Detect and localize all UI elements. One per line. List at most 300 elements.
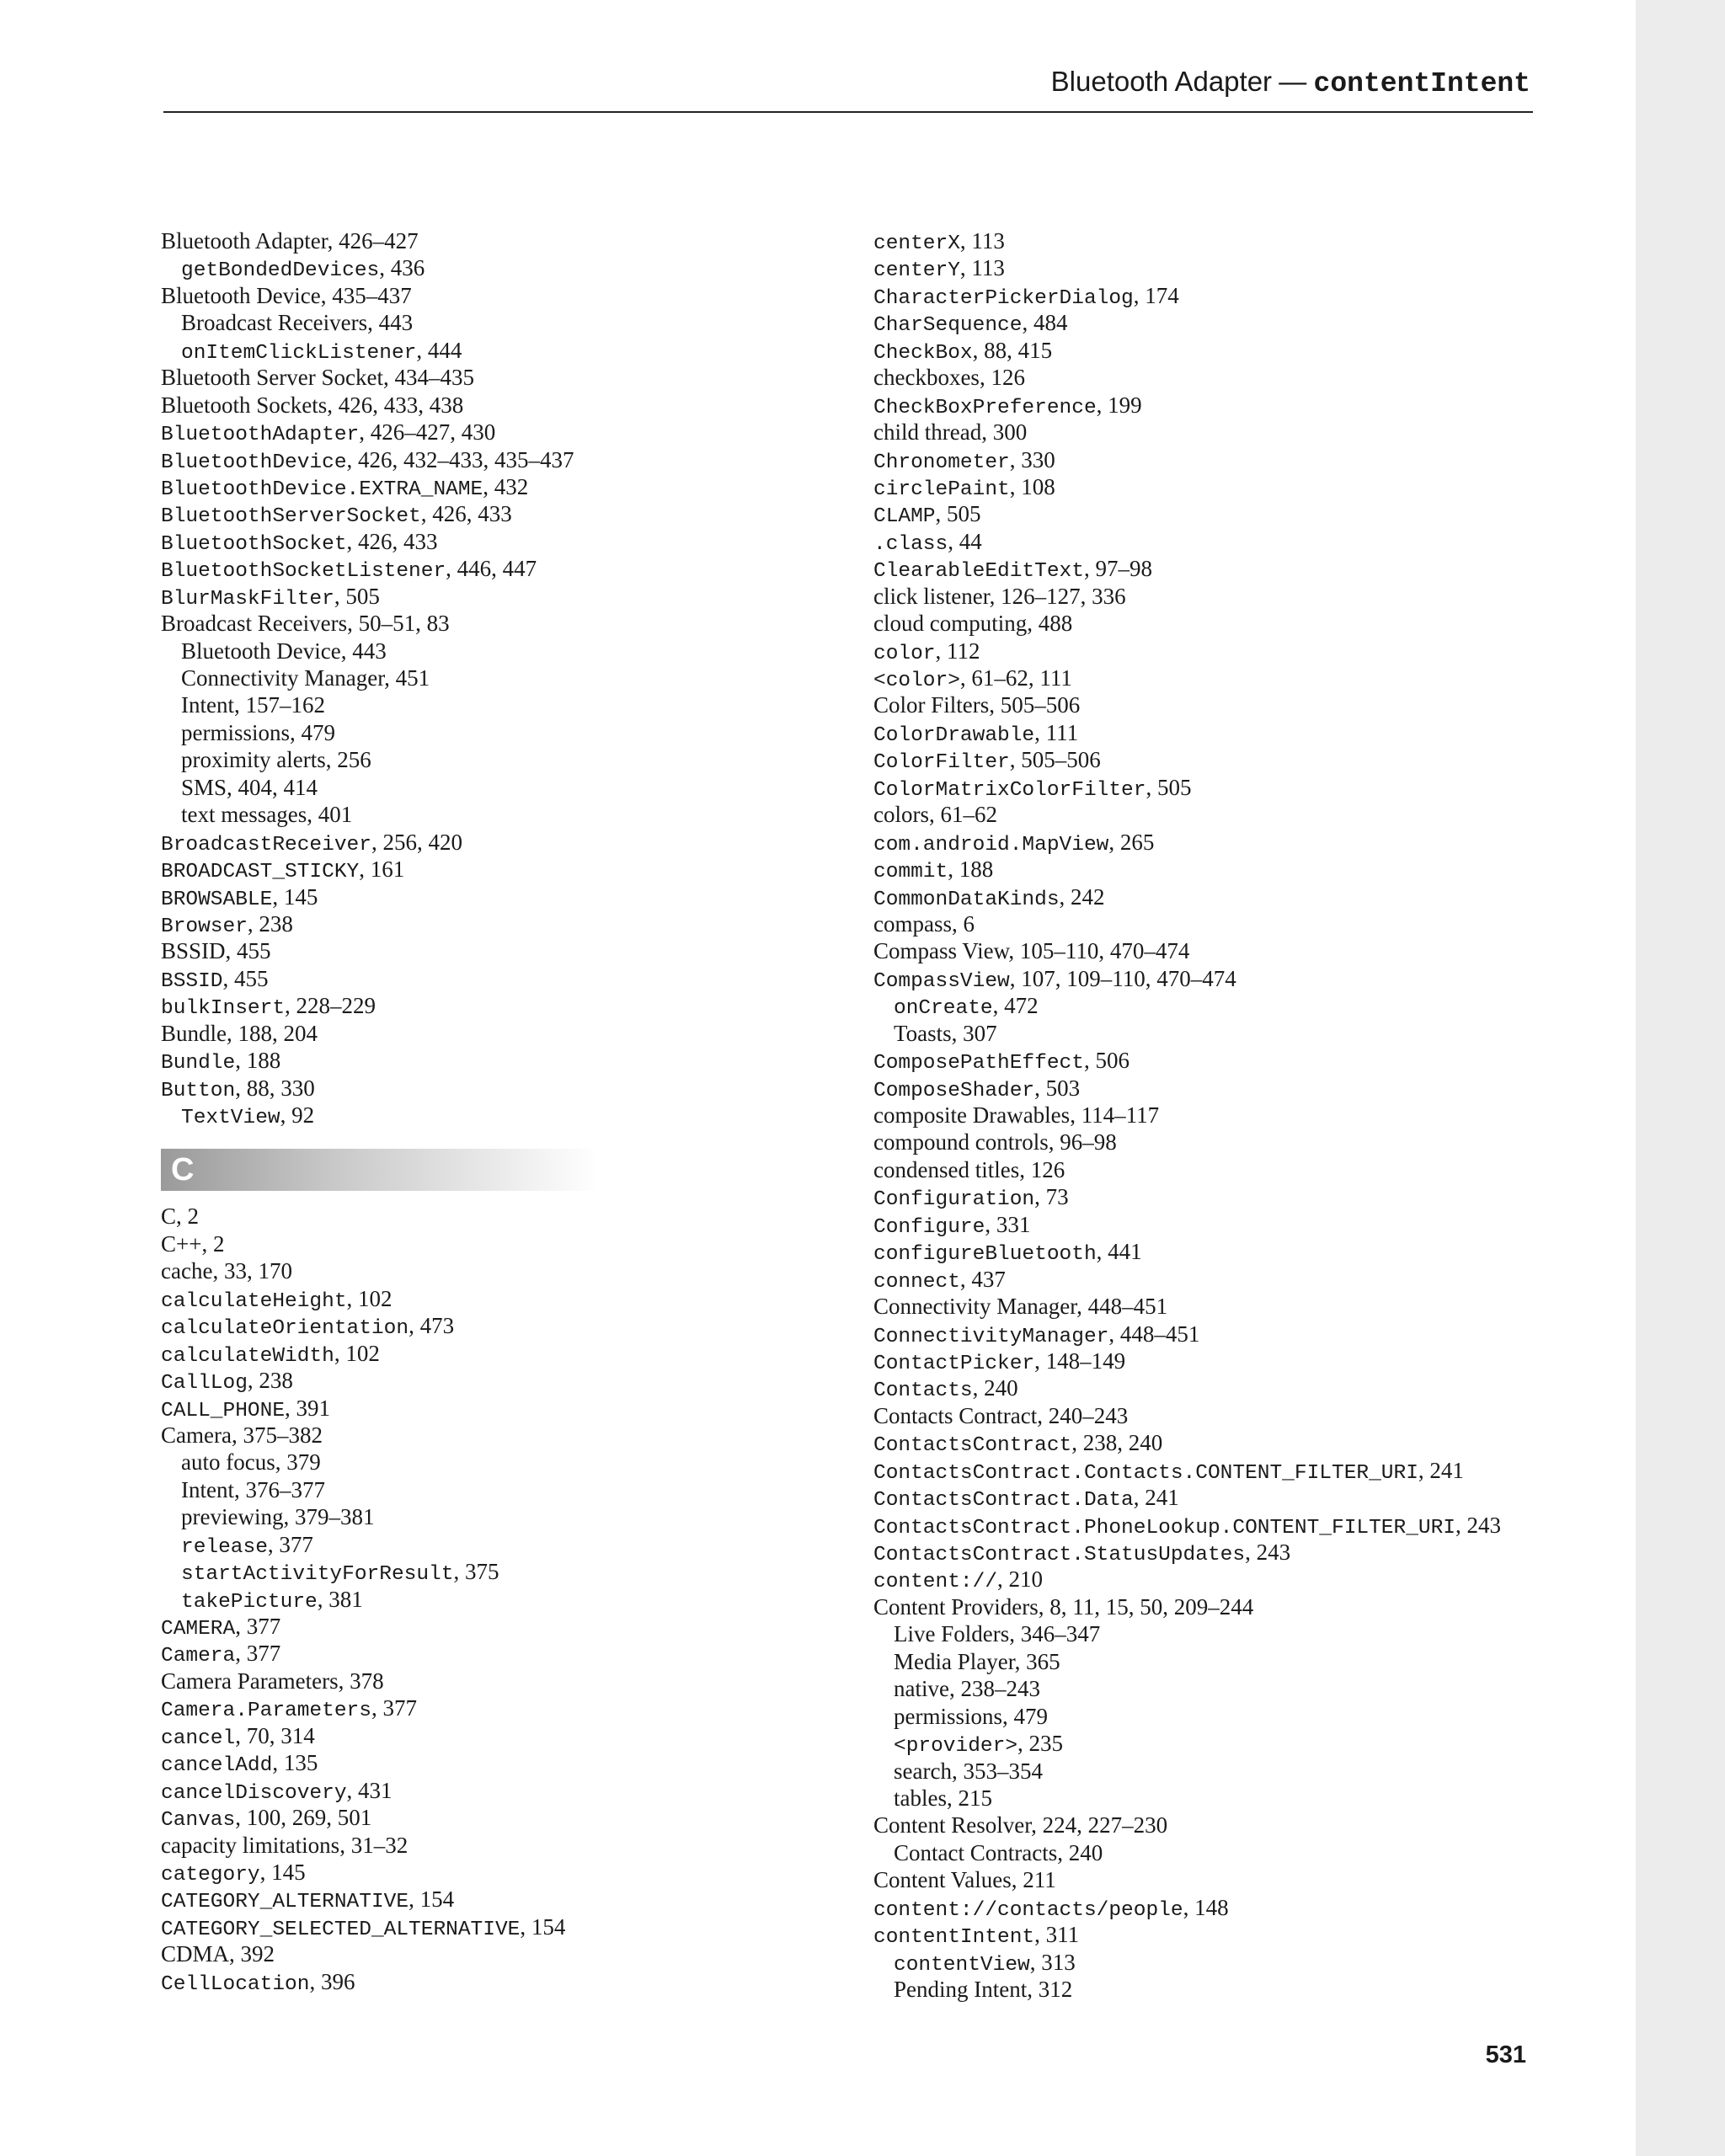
index-pages: , 426–427, 430 [359, 419, 496, 446]
index-term: C++ [161, 1230, 202, 1257]
index-term: capacity limitations [161, 1832, 340, 1858]
index-pages: , 148–149 [1034, 1348, 1126, 1374]
index-term: child thread [873, 419, 982, 446]
index-pages: , 92 [280, 1102, 315, 1128]
index-term: Camera [161, 1422, 232, 1448]
index-pages: , 88, 330 [235, 1075, 315, 1101]
index-term: CheckBoxPreference [873, 396, 1097, 419]
index-pages: , 441 [1096, 1239, 1142, 1265]
index-pages: , 431 [346, 1777, 393, 1803]
index-pages: , 346–347 [1009, 1621, 1101, 1647]
index-entry [161, 1804, 750, 1831]
index-pages: , 50–51, 83 [347, 611, 450, 637]
index-pages: , 432 [483, 473, 529, 499]
index-pages: , 2 [176, 1203, 200, 1230]
index-term: proximity alerts [181, 747, 326, 773]
index-term: ContactsContract [873, 1434, 1072, 1458]
index-pages: , 436 [379, 255, 425, 281]
index-pages: , 446, 447 [446, 556, 537, 582]
index-entry [161, 1340, 750, 1367]
index-term: Button [161, 1079, 236, 1102]
index-entry [873, 555, 1615, 582]
index-pages: , 307 [951, 1020, 997, 1046]
index-term: CharacterPickerDialog [873, 286, 1134, 310]
index-term: cancelDiscovery [161, 1781, 347, 1805]
index-pages: , 145 [259, 1859, 306, 1885]
index-term: Contacts [873, 1380, 973, 1403]
index-pages: , 126 [1019, 1156, 1065, 1182]
index-term: CDMA [161, 1941, 230, 1967]
index-entry [873, 1457, 1615, 1484]
index-term: Configure [873, 1215, 985, 1239]
index-term: previewing [181, 1504, 284, 1530]
index-pages: , 488 [1027, 611, 1073, 637]
index-subentry [161, 1102, 750, 1129]
index-entry [161, 473, 750, 500]
index-pages: , 188 [948, 857, 994, 883]
index-entry [161, 1968, 750, 1995]
index-term: tables [894, 1785, 947, 1811]
index-term: contentIntent [873, 1926, 1035, 1950]
index-term: onItemClickListener [181, 341, 417, 365]
index-pages: , 238 [247, 910, 293, 937]
index-entry [161, 1613, 750, 1640]
index-pages: , 426, 432–433, 435–437 [346, 446, 574, 472]
index-term: commit [873, 861, 948, 884]
index-term: Content Providers [873, 1593, 1039, 1620]
index-entry [161, 282, 750, 309]
index-subentry [873, 1785, 1615, 1812]
index-pages: , 44 [948, 528, 982, 554]
index-term: ColorDrawable [873, 723, 1035, 747]
index-entry [873, 309, 1615, 336]
index-pages: , 113 [959, 228, 1005, 253]
index-pages: , 215 [946, 1785, 992, 1811]
index-pages: , 96–98 [1048, 1129, 1117, 1155]
index-entry [161, 528, 750, 555]
index-subentry [161, 1558, 750, 1585]
index-term: Content Resolver [873, 1812, 1032, 1838]
index-term: BluetoothDevice [161, 451, 347, 474]
index-entry [873, 1866, 1615, 1893]
index-pages: , 311 [1034, 1922, 1080, 1948]
index-term: ComposePathEffect [873, 1052, 1084, 1075]
index-entry [873, 1539, 1615, 1566]
index-pages: , 240 [972, 1375, 1018, 1401]
index-term: CALL_PHONE [161, 1399, 286, 1422]
index-term: content:// [873, 1571, 998, 1594]
index-entry [873, 664, 1615, 691]
index-entry [873, 337, 1615, 364]
index-term: Connectivity Manager [873, 1294, 1077, 1320]
index-pages: , 479 [290, 719, 336, 745]
index-term: condensed titles [873, 1156, 1020, 1182]
index-pages: , 210 [997, 1566, 1044, 1593]
index-term: cloud computing [873, 611, 1028, 637]
index-entry [161, 555, 750, 582]
index-pages: , 313 [1029, 1949, 1076, 1975]
index-pages: , 434–435 [382, 365, 474, 391]
index-pages: , 111 [1034, 719, 1079, 745]
index-entry [873, 419, 1615, 446]
index-term: ColorFilter [873, 751, 1010, 775]
index-pages: , 505–506 [989, 692, 1081, 718]
index-term: calculateWidth [161, 1344, 334, 1368]
index-subentry [161, 638, 750, 664]
index-term: Broadcast Receivers [161, 611, 348, 637]
index-pages: , 105–110, 470–474 [1008, 938, 1190, 964]
index-entry [873, 1293, 1615, 1320]
index-subentry [873, 1620, 1615, 1647]
index-pages: , 224, 227–230 [1031, 1812, 1168, 1838]
index-pages: , 61–62, 111 [959, 665, 1072, 691]
index-entry [161, 883, 750, 910]
index-pages: , 108 [1009, 473, 1055, 499]
index-term: Live Folders [894, 1621, 1010, 1647]
index-entry [873, 856, 1615, 883]
index-term: CallLog [161, 1372, 248, 1396]
index-pages: , 448–451 [1076, 1294, 1168, 1320]
index-term: BluetoothSocket [161, 532, 347, 556]
index-pages: , 479 [1002, 1703, 1049, 1729]
index-term: ClearableEditText [873, 560, 1084, 584]
index-subentry [873, 1675, 1615, 1702]
index-term: SMS [181, 774, 227, 800]
index-entry [161, 992, 750, 1019]
index-pages: , 396 [309, 1968, 355, 1994]
index-term: Broadcast Receivers [181, 310, 368, 336]
index-pages: , 211 [1011, 1867, 1056, 1893]
index-entry [873, 364, 1615, 391]
index-term: CATEGORY_ALTERNATIVE [161, 1891, 409, 1914]
index-pages: , 88, 415 [972, 337, 1053, 363]
index-pages: , 391 [285, 1395, 331, 1421]
index-entry [161, 1668, 750, 1694]
index-entry [161, 1020, 750, 1047]
index-term: BSSID [161, 969, 223, 993]
index-pages: , 2 [201, 1230, 225, 1257]
index-term: takePicture [181, 1590, 318, 1614]
index-entry [161, 500, 750, 527]
index-pages: , 145 [272, 883, 318, 910]
index-entry [873, 746, 1615, 773]
index-pages: , 161 [359, 857, 405, 883]
header-rule [163, 111, 1533, 113]
index-list-c [161, 1203, 750, 1995]
index-entry [873, 1211, 1615, 1238]
index-entry [161, 829, 750, 856]
index-term: circlePaint [873, 478, 1010, 501]
index-entry [161, 1257, 750, 1284]
index-subentry [161, 309, 750, 336]
index-entry [161, 1367, 750, 1394]
index-pages: , 199 [1096, 392, 1142, 418]
index-term: Pending Intent [894, 1977, 1028, 2002]
index-term: permissions [181, 719, 291, 745]
index-pages: , 300 [981, 419, 1028, 446]
index-pages: , 505–506 [1009, 747, 1101, 773]
page-margin-strip [1636, 0, 1725, 2156]
index-term: Browser [161, 915, 248, 938]
index-term: ContactPicker [873, 1352, 1035, 1375]
index-entry [161, 910, 750, 937]
index-pages: , 100, 269, 501 [235, 1805, 372, 1831]
index-term: CAMERA [161, 1618, 236, 1641]
index-term: CheckBox [873, 341, 973, 365]
index-entry [161, 1203, 750, 1230]
index-entry [161, 1722, 750, 1749]
index-pages: , 240 [1057, 1839, 1103, 1865]
index-term: centerY [873, 259, 960, 283]
index-term: Contacts Contract [873, 1402, 1038, 1428]
index-pages: , 443 [340, 638, 387, 664]
index-pages: , 377 [267, 1531, 313, 1557]
index-entry [873, 965, 1615, 992]
index-column-left [161, 227, 750, 1995]
index-term: <color> [873, 670, 960, 692]
index-entry [161, 937, 750, 964]
index-term: CompassView [873, 969, 1010, 993]
index-entry [873, 1047, 1615, 1074]
index-subentry [873, 1020, 1615, 1047]
index-pages: , 61–62 [928, 802, 997, 828]
index-pages: , 505 [935, 501, 981, 527]
index-pages: , 228–229 [285, 993, 377, 1019]
index-entry [873, 282, 1615, 309]
index-entry [873, 1593, 1615, 1620]
index-pages: , 437 [959, 1266, 1006, 1292]
index-term: Bluetooth Adapter [161, 228, 328, 253]
index-term: CommonDataKinds [873, 888, 1060, 911]
index-pages: , 188 [235, 1048, 281, 1074]
index-entry [161, 1749, 750, 1776]
index-term: composite Drawables [873, 1102, 1071, 1128]
index-pages: , 377 [235, 1641, 281, 1667]
index-entry [873, 774, 1615, 801]
header-term-start: Bluetooth Adapter [1050, 66, 1273, 97]
index-pages: , 126 [979, 365, 1025, 391]
index-entry [161, 1886, 750, 1913]
index-pages: , 365 [1014, 1648, 1060, 1674]
index-term: TextView [181, 1107, 280, 1129]
index-term: compass [873, 910, 952, 937]
index-entry [161, 856, 750, 883]
index-term: permissions [894, 1703, 1003, 1729]
index-pages: , 242 [1059, 883, 1105, 910]
index-subentry [161, 1586, 750, 1613]
index-entry [873, 528, 1615, 555]
index-pages: , 426, 433, 438 [327, 392, 464, 418]
index-term: search [894, 1758, 952, 1784]
letter-heading: C [171, 1152, 195, 1188]
index-term: Intent [181, 1476, 234, 1502]
index-entry [161, 1395, 750, 1422]
index-subentry [161, 801, 750, 828]
index-pages: , 455 [222, 965, 269, 991]
index-term: Compass View [873, 938, 1009, 964]
index-pages: , 377 [371, 1695, 417, 1721]
index-subentry [873, 1648, 1615, 1675]
index-pages: , 376–377 [233, 1476, 325, 1502]
index-subentry [873, 1730, 1615, 1757]
index-entry [873, 801, 1615, 828]
index-subentry [161, 746, 750, 773]
index-term: calculateOrientation [161, 1317, 409, 1341]
index-entry [873, 227, 1615, 254]
index-pages: , 378 [338, 1668, 384, 1694]
index-pages: , 381 [317, 1586, 363, 1612]
index-entry [873, 1321, 1615, 1348]
index-term: startActivityForResult [181, 1563, 454, 1587]
index-entry [873, 1075, 1615, 1102]
index-term: ConnectivityManager [873, 1325, 1109, 1348]
index-subentry [161, 719, 750, 746]
index-term: Camera [161, 1645, 236, 1668]
index-column-right [873, 227, 1615, 2003]
index-pages: , 154 [520, 1913, 566, 1940]
index-pages: , 243 [1455, 1512, 1502, 1538]
index-term: CharSequence [873, 314, 1023, 338]
index-term: Bundle [161, 1020, 227, 1046]
index-term: Camera Parameters [161, 1668, 339, 1694]
index-entry [873, 610, 1615, 637]
index-term: Canvas [161, 1809, 236, 1833]
index-subentry [873, 992, 1615, 1019]
index-term: contentView [894, 1953, 1030, 1977]
index-term: Configuration [873, 1188, 1035, 1212]
index-term: <provider> [894, 1735, 1018, 1758]
index-pages: , 256 [325, 747, 371, 773]
index-term: BluetoothDevice.EXTRA_NAME [161, 478, 483, 501]
index-subentry [161, 254, 750, 281]
index-entry [873, 1374, 1615, 1401]
index-entry [873, 910, 1615, 937]
index-entry [873, 1183, 1615, 1210]
index-entry [873, 1348, 1615, 1374]
index-term: color [873, 642, 936, 665]
index-pages: , 473 [409, 1313, 455, 1339]
index-entry [873, 1894, 1615, 1921]
index-pages: , 426, 433 [346, 528, 438, 554]
index-pages: , 6 [951, 910, 975, 937]
index-pages: , 312 [1027, 1977, 1073, 2002]
index-term: ColorMatrixColorFilter [873, 778, 1146, 802]
index-pages: , 472 [992, 993, 1039, 1019]
index-pages: , 503 [1034, 1075, 1081, 1101]
index-term: Content Values [873, 1867, 1012, 1893]
index-pages: , 401 [307, 802, 353, 828]
index-term: release [181, 1535, 268, 1559]
index-term: checkboxes [873, 365, 980, 391]
index-term: centerX [873, 232, 960, 255]
index-term: onCreate [894, 997, 993, 1021]
index-pages: , 70, 314 [235, 1722, 315, 1748]
index-term: ContactsContract.PhoneLookup.CONTENT_FILTER_URI [873, 1516, 1456, 1540]
index-entry [873, 638, 1615, 664]
index-pages: , 241 [1418, 1457, 1464, 1483]
index-entry [873, 1129, 1615, 1155]
index-term: Chronometer [873, 451, 1010, 474]
index-subentry [161, 664, 750, 691]
index-term: ContactsContract.StatusUpdates [873, 1544, 1246, 1566]
index-term: colors [873, 802, 929, 828]
index-pages: , 379 [275, 1449, 321, 1476]
index-entry [873, 473, 1615, 500]
index-term: native [894, 1676, 949, 1702]
index-entry [161, 1312, 750, 1339]
index-entry [873, 1266, 1615, 1293]
index-pages: , 73 [1034, 1184, 1069, 1210]
index-term: Toasts [894, 1020, 952, 1046]
index-entry [161, 1940, 750, 1967]
index-pages: , 426–427 [327, 228, 419, 253]
index-pages: , 114–117 [1070, 1102, 1160, 1128]
index-pages: , 188, 204 [227, 1020, 318, 1046]
index-pages: , 154 [409, 1886, 455, 1913]
index-term: com.android.MapView [873, 833, 1109, 857]
index-term: cache [161, 1258, 213, 1284]
index-entry [161, 1777, 750, 1804]
index-pages: , 448–451 [1108, 1321, 1200, 1347]
index-pages: , 379–381 [283, 1504, 375, 1530]
index-list-b [161, 227, 750, 1129]
index-entry [161, 1075, 750, 1102]
index-pages: , 375 [453, 1559, 499, 1585]
index-pages: , 135 [272, 1750, 318, 1776]
index-pages: , 174 [1133, 282, 1179, 308]
index-term: Contact Contracts [894, 1839, 1058, 1865]
index-pages: , 265 [1108, 829, 1155, 855]
index-pages: , 426, 433 [420, 501, 512, 527]
index-term: cancel [161, 1726, 236, 1750]
index-term: ContactsContract.Data [873, 1489, 1134, 1513]
index-subentry [161, 1503, 750, 1530]
index-entry [873, 1238, 1615, 1265]
index-pages: , 238 [247, 1368, 293, 1394]
index-entry [161, 965, 750, 992]
index-subentry [873, 1976, 1615, 2003]
index-entry [161, 583, 750, 610]
index-entry [161, 1230, 750, 1257]
index-pages: , 353–354 [951, 1758, 1043, 1784]
index-term: .class [873, 532, 948, 556]
index-term: auto focus [181, 1449, 275, 1476]
index-term: Intent [181, 692, 234, 718]
index-pages: , 112 [935, 638, 980, 664]
index-entry [161, 1640, 750, 1667]
index-term: cancelAdd [161, 1754, 273, 1778]
index-subentry [873, 1758, 1615, 1785]
running-header [1051, 66, 1530, 99]
index-pages: , 377 [235, 1614, 281, 1639]
index-term: content://contacts/people [873, 1898, 1183, 1922]
index-entry [873, 1921, 1615, 1948]
index-term: Bluetooth Device [161, 282, 321, 308]
index-subentry [161, 1449, 750, 1476]
index-pages: , 455 [225, 938, 271, 964]
index-term: configureBluetooth [873, 1243, 1097, 1267]
index-entry [161, 1047, 750, 1074]
index-entry [873, 1812, 1615, 1838]
index-pages: , 241 [1133, 1485, 1179, 1511]
index-term: Camera.Parameters [161, 1700, 371, 1723]
index-term: Bluetooth Sockets [161, 392, 328, 418]
index-pages: , 444 [416, 337, 462, 363]
index-term: BSSID [161, 938, 226, 964]
index-entry [873, 1429, 1615, 1456]
index-pages: , 8, 11, 15, 50, 209–244 [1038, 1593, 1254, 1620]
index-pages: , 102 [334, 1340, 380, 1366]
